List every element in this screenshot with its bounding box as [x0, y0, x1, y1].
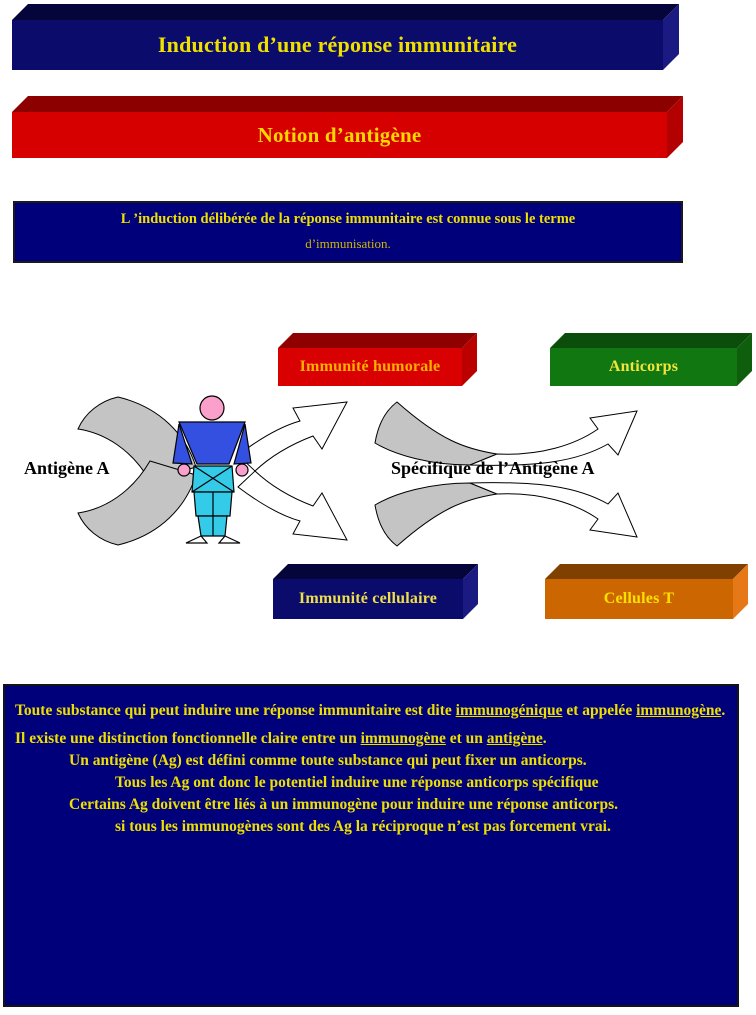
person-figure — [173, 396, 251, 543]
gray-tail-top-right — [375, 402, 497, 465]
definition-line-tous-les-ag: Tous les Ag ont donc le potentiel induire une réponse anticorps spécifique — [115, 774, 599, 791]
anticorps-box — [550, 348, 737, 386]
subtitle-banner-face — [12, 112, 667, 158]
person-left-hand — [178, 464, 190, 476]
anticorps-face — [550, 348, 737, 386]
anticorps-top-face — [550, 333, 752, 348]
immunite-humorale-face — [278, 348, 462, 386]
subtitle-banner — [12, 112, 667, 158]
definition-line-certains-ag: Certains Ag doivent être liés à un immunogène pour induire une réponse anticorps. — [69, 796, 618, 813]
definition-p1-underlined-immunogenique: immunogénique — [455, 702, 563, 719]
definition-p1-text2: et appelée — [562, 702, 637, 719]
definition-p2-underlined-immunogene: immunogène — [360, 730, 446, 747]
cellules-t-label: Cellules T — [603, 590, 675, 607]
definition-p2-text2: et un — [445, 730, 487, 747]
cellules-t-face — [545, 579, 733, 619]
definition-line-reciproque: si tous les immunogènes sont des Ag la réciproque n’est pas forcement vrai. — [115, 818, 611, 835]
antigene-a-label: Antigène A — [24, 458, 110, 478]
white-arrow-to-cellular — [238, 471, 347, 540]
immunite-cellulaire-face — [273, 579, 463, 619]
definition-line-antigene-ag: Un antigène (Ag) est défini comme toute substance qui peut fixer un anticorps. — [69, 752, 587, 769]
person-head — [200, 396, 224, 420]
specifique-antigene-a-label: Spécifique de l’Antigène A — [391, 458, 595, 478]
immunite-cellulaire-box — [273, 579, 463, 619]
immunisation-box-line1: L ’induction délibérée de la réponse immunitaire est connue sous le terme — [120, 211, 576, 227]
definition-paragraph-distinction — [15, 728, 727, 750]
person-right-hand — [236, 464, 248, 476]
cellules-t-box — [545, 579, 733, 619]
definition-box — [3, 684, 739, 1007]
definition-p1-period: . — [721, 702, 726, 719]
subtitle-banner-label: Notion d’antigène — [257, 122, 422, 147]
white-arrow-to-humoral — [238, 402, 347, 471]
person-left-foot — [186, 536, 207, 543]
immunite-humorale-box — [278, 348, 462, 386]
person-right-foot — [219, 536, 240, 543]
definition-p2-underlined-antigene: antigène — [486, 730, 543, 747]
definition-p1-underlined-immunogene: immunogène — [636, 702, 722, 719]
immunisation-box — [13, 201, 683, 263]
title-banner-top-face — [12, 4, 679, 20]
anticorps-label: Anticorps — [608, 358, 679, 375]
gray-tail-bottom-right — [375, 483, 497, 546]
title-banner-label: Induction d’une réponse immunitaire — [157, 32, 518, 57]
definition-p2-text: Il existe une distinction fonctionnelle claire entre un — [15, 730, 361, 747]
white-arrow-to-cellules-t — [470, 483, 637, 537]
definition-p1-text: Toute substance qui peut induire une réponse immunitaire est dite — [15, 702, 456, 719]
immunite-cellulaire-label: Immunité cellulaire — [298, 590, 438, 607]
title-banner — [12, 20, 663, 70]
immunite-humorale-top-face — [278, 333, 477, 348]
cellules-t-top-face — [545, 564, 748, 579]
immunisation-box-line2: d’immunisation. — [305, 236, 391, 251]
subtitle-banner-top-face — [12, 96, 683, 112]
immunite-humorale-label: Immunité humorale — [299, 358, 441, 375]
definition-p2-period: . — [542, 730, 547, 747]
title-banner-face — [12, 20, 663, 70]
immunite-cellulaire-top-face — [273, 564, 478, 579]
definition-paragraph-immunogene — [15, 694, 727, 728]
